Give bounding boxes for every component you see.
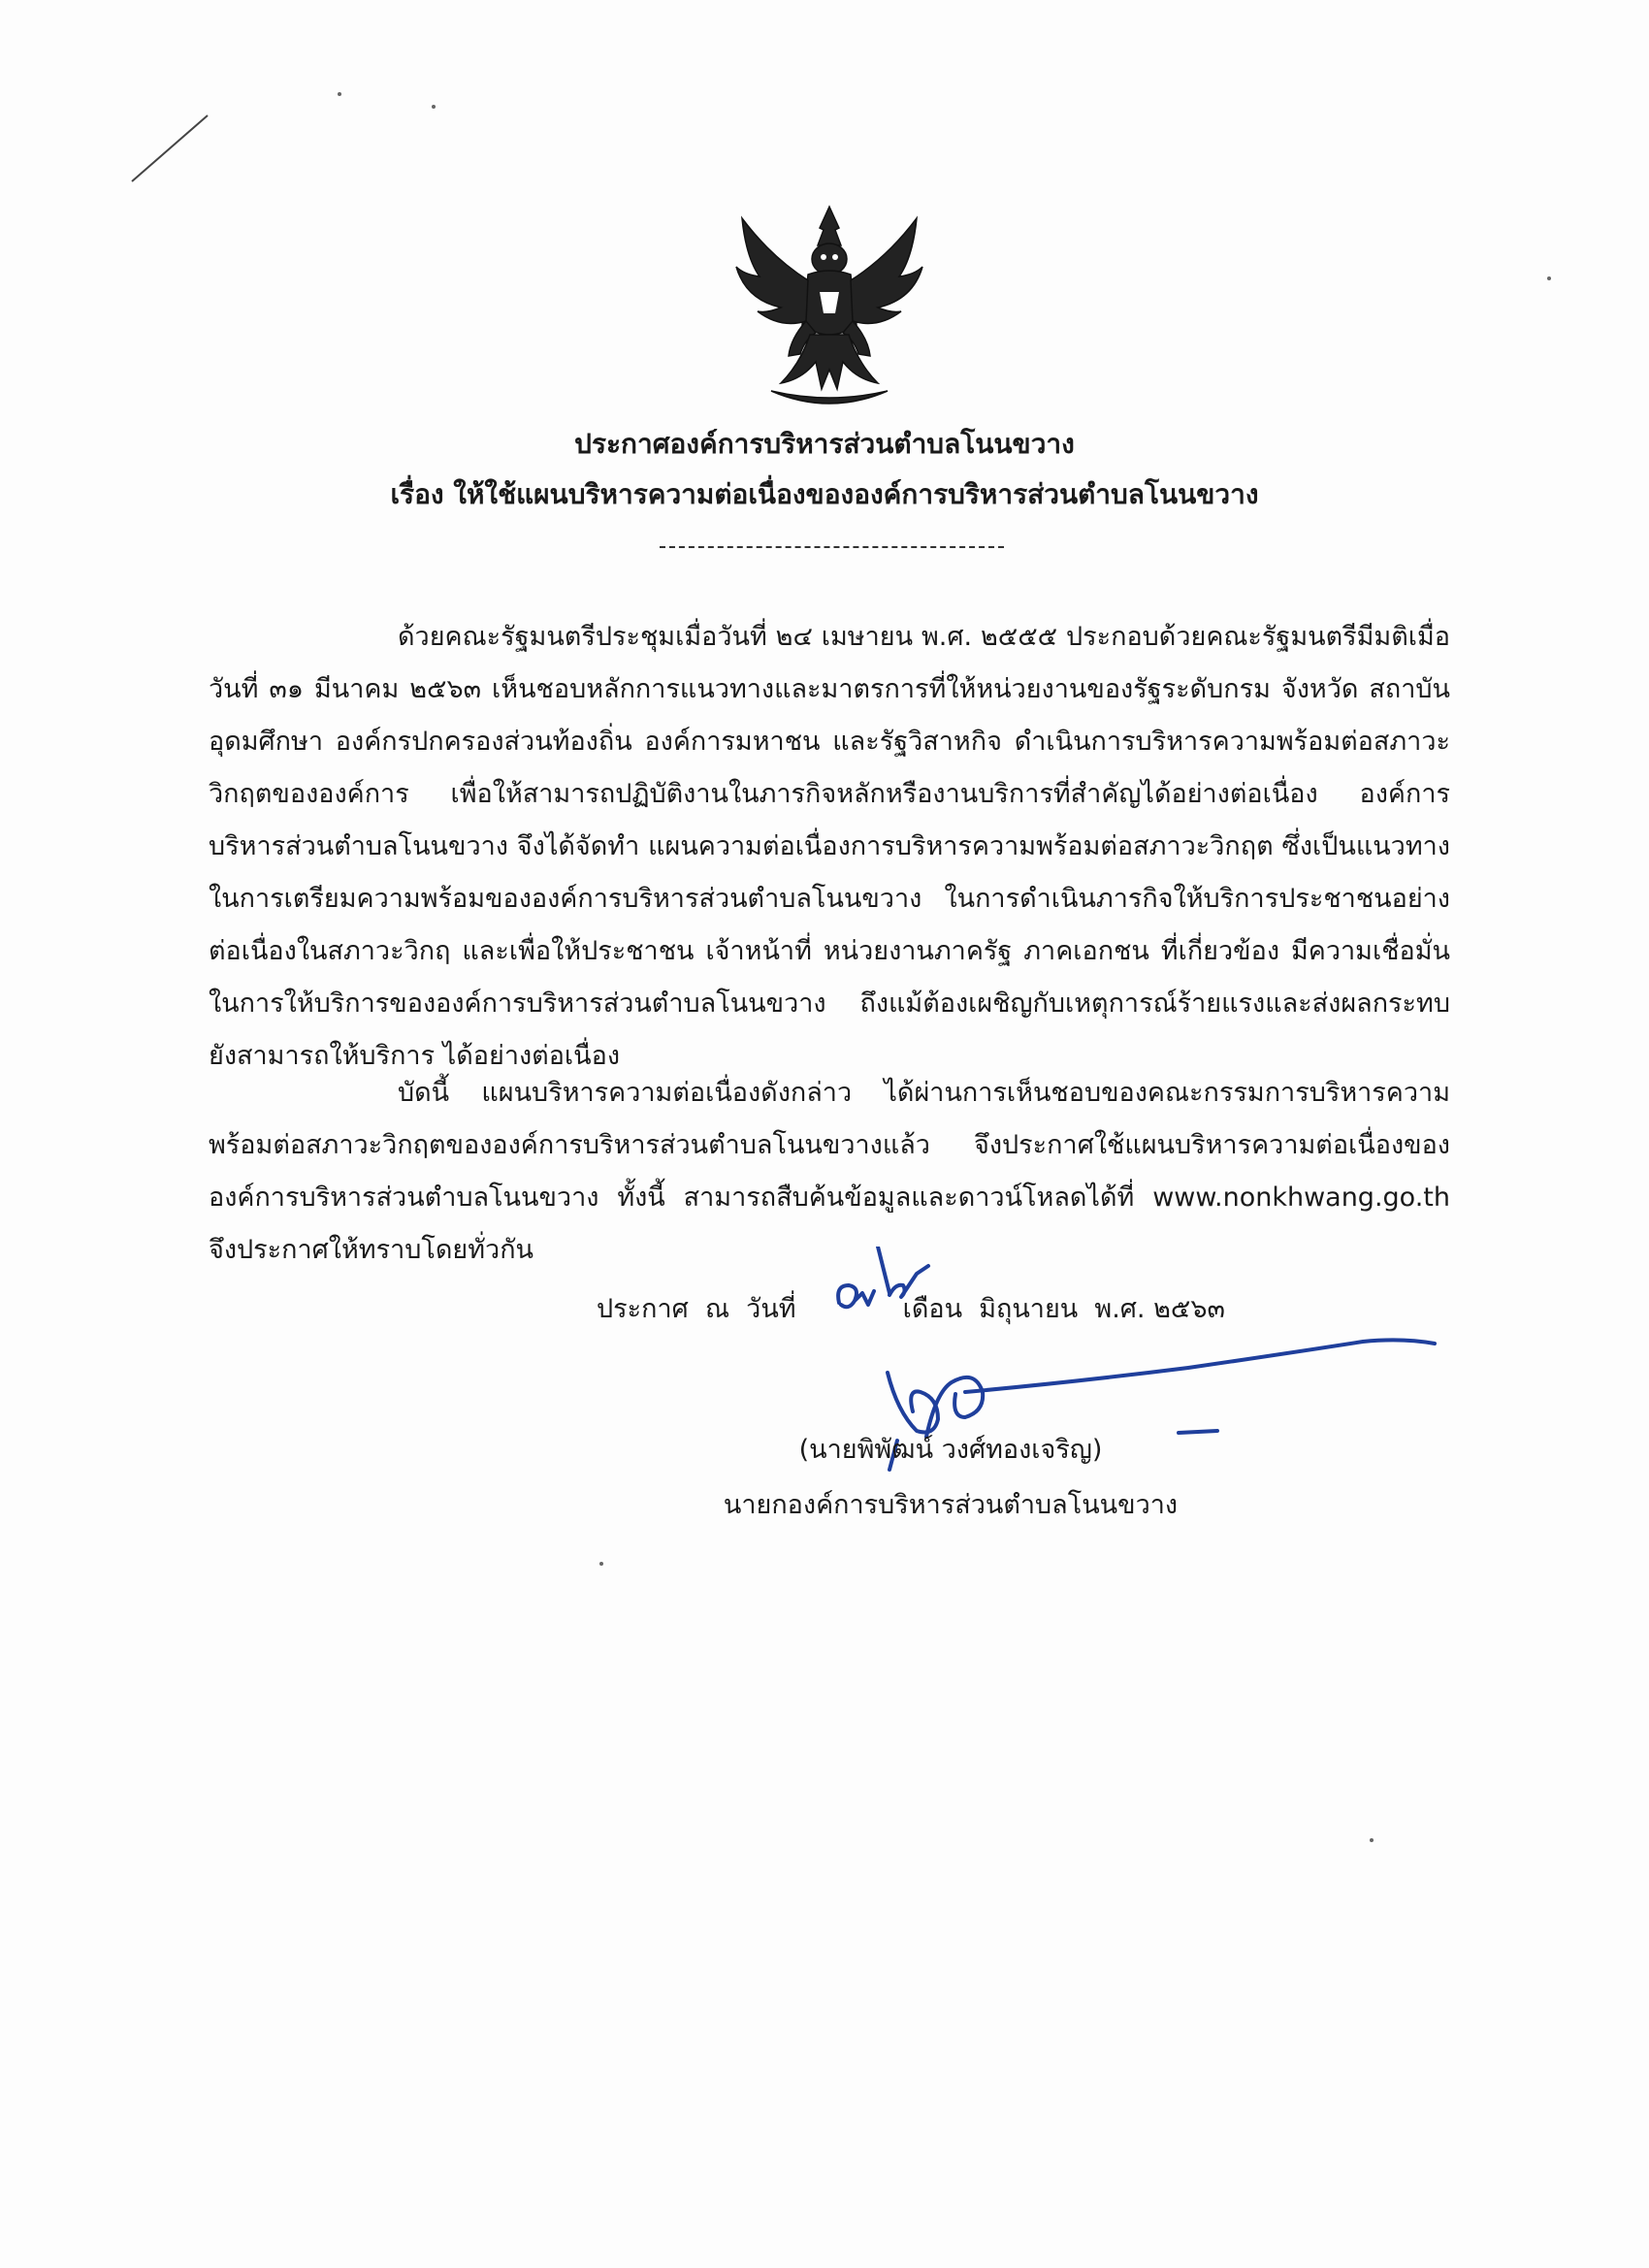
announcement-title: ประกาศองค์การบริหารส่วนตำบลโนนขวาง bbox=[574, 428, 1075, 460]
scan-speck bbox=[338, 92, 341, 96]
body-paragraph: บัดนี้ แผนบริหารความต่อเนื่องดังกล่าว ได้ผ่านการเห็นชอบของคณะกรรมการบริหารความพร้อมต่อสภาวะวิกฤตขององค์การบริหารส่วนตำบลโนนขวางแล้ว จึงประกาศใช้แผนบริหารความต่อเนื่องขององค์การบริหารส่วนตำบลโนนขวาง ทั้งนี้ สามารถสืบค้นข้อมูลและดาวน์โหลดได้ที่ www.nonkhwang.go.th จึงประกาศให้ทราบโดยทั่วกัน bbox=[209, 1078, 1450, 1265]
signer-name: (นายพิพัฒน์ วงศ์ทองเจริญ) bbox=[798, 1435, 1103, 1465]
date-prefix: ประกาศ ณ วันที่ bbox=[597, 1294, 796, 1324]
scan-speck bbox=[1370, 1838, 1374, 1842]
title-divider bbox=[660, 546, 1004, 548]
body-paragraph: ด้วยคณะรัฐมนตรีประชุมเมื่อวันที่ ๒๔ เมษายน พ.ศ. ๒๕๕๕ ประกอบด้วยคณะรัฐมนตรีมีมติเมื่อวันที่ ๓๑ มีนาคม ๒๕๖๓ เห็นชอบหลักการแนวทางและมาตรการที่ให้หน่วยงานของรัฐระดับกรม จังหวัด สถาบันอุดมศึกษา องค์กรปกครองส่วนท้องถิ่น องค์การมหาชน และรัฐวิสาหกิจ ดำเนินการบริหารความพร้อมต่อสภาวะวิกฤตขององค์การ เพื่อให้สามารถปฏิบัติงานในภารกิจหลักหรืองานบริการที่สำคัญได้อย่างต่อเนื่อง องค์การบริหารส่วนตำบลโนนขวาง จึงได้จัดทำ แผนความต่อเนื่องการบริหารความพร้อมต่อสภาวะวิกฤต ซึ่งเป็นแนวทางในการเตรียมความพร้อมขององค์การบริหารส่วนตำบลโนนขวาง ในการดำเนินภารกิจให้บริการประชาชนอย่างต่อเนื่องในสภาวะวิกฤ และเพื่อให้ประชาชน เจ้าหน้าที่ หน่วยงานภาครัฐ ภาคเอกชน ที่เกี่ยวข้อง มีความเชื่อมั่นในการให้บริการขององค์การบริหารส่วนตำบลโนนขวาง ถึงแม้ต้องเผชิญกับเหตุการณ์ร้ายแรงและส่งผลกระทบ ยังสามารถให้บริการ ได้อย่างต่อเนื่อง bbox=[209, 622, 1450, 1071]
signer-title: นายกองค์การบริหารส่วนตำบลโนนขวาง bbox=[723, 1490, 1179, 1520]
garuda-emblem-icon bbox=[732, 199, 926, 412]
scan-speck bbox=[1547, 276, 1551, 280]
scan-speck bbox=[599, 1562, 603, 1566]
handwritten-day bbox=[838, 1285, 874, 1307]
date-suffix: เดือน มิถุนายน พ.ศ. ๒๕๖๓ bbox=[902, 1294, 1225, 1324]
scan-speck bbox=[432, 105, 436, 109]
announcement-subject: เรื่อง ให้ใช้แผนบริหารความต่อเนื่องขององค์การบริหารส่วนตำบลโนนขวาง bbox=[390, 478, 1259, 510]
scan-pen-stroke bbox=[126, 112, 213, 189]
